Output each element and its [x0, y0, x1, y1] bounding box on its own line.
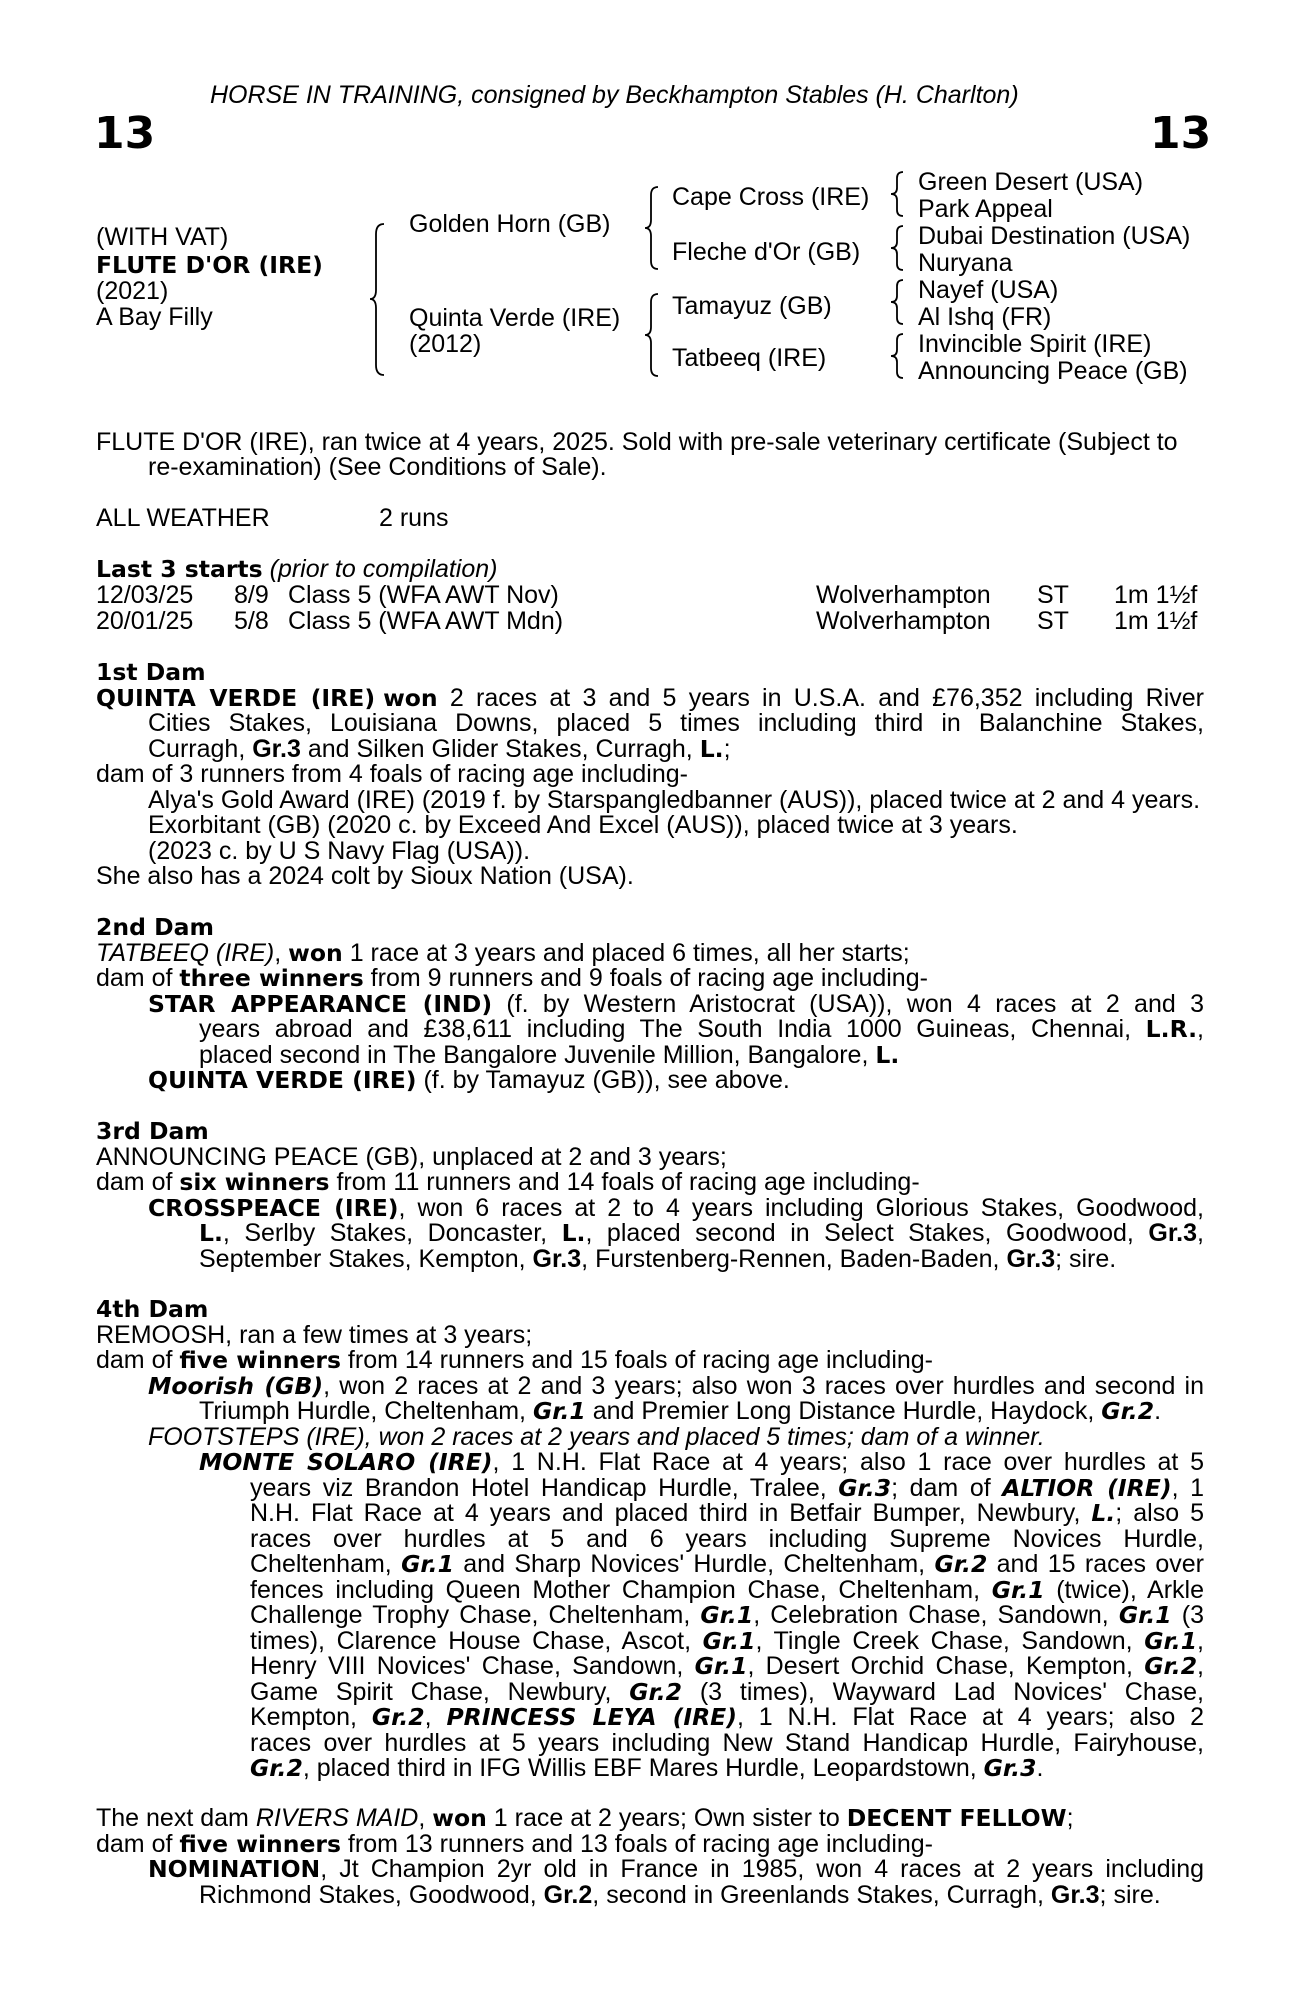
first-dam-heading: 1st Dam: [96, 658, 206, 686]
pedigree-dam-dam: Tatbeeq (IRE): [672, 344, 827, 372]
second-dam-l2b: from 9 runners and 9 foals of racing age including-: [363, 964, 928, 992]
start-row-2-race: Class 5 (WFA AWT Mdn): [288, 607, 564, 635]
fourth-dam-s3b: ; also 5: [1115, 1499, 1204, 1527]
fourth-dam-winners: five winners: [179, 1346, 341, 1374]
next-dam-name: RIVERS MAID: [255, 1804, 419, 1832]
next-dam-n2b: , second in Greenlands Stakes, Curragh,: [592, 1880, 1051, 1909]
pedigree-g3: Dubai Destination (USA): [918, 222, 1191, 250]
fourth-dam-s-line-4: races over hurdles at 5 and 6 years including Supreme Novices Hurdle,: [250, 1524, 1204, 1553]
fourth-dam-s3L: L.: [1091, 1499, 1116, 1527]
lot-number-left: 13: [94, 108, 156, 159]
fourth-dam-s2b: ; dam of: [891, 1473, 1003, 1502]
first-dam-l3a: Curragh,: [148, 734, 253, 763]
first-dam-l3b: and Silken Glider Stakes, Curragh,: [300, 734, 700, 763]
start-row-1-surface: ST: [1037, 581, 1069, 609]
next-dam-l2b: from 13 runners and 13 foals of racing age including-: [340, 1829, 934, 1858]
third-dam-crosspeace: CROSSPEACE (IRE): [148, 1193, 399, 1222]
fourth-dam-footsteps: FOOTSTEPS (IRE), won 2 races at 2 years and placed 5 times; dam of a winner.: [148, 1422, 1045, 1451]
fourth-dam-l2a: dam of: [96, 1346, 180, 1374]
second-dam-star-l3: placed second in The Bangalore Juvenile Million, Bangalore,: [199, 1040, 876, 1069]
pedigree-brace-g3: [889, 278, 907, 328]
first-dam-line-1: [96, 683, 1205, 712]
horse-year: (2021): [96, 277, 169, 305]
second-dam-line-4: [96, 1017, 1204, 1043]
next-dam-won: won: [432, 1804, 487, 1832]
next-dam-n2a: Richmond Stakes, Goodwood,: [199, 1880, 544, 1909]
pedigree-g5: Nayef (USA): [918, 276, 1059, 304]
fourth-dam-s2g: Gr.3: [838, 1473, 892, 1502]
fourth-dam-s3a: N.H. Flat Race at 4 years and placed third in Betfair Bumper, Newbury,: [250, 1499, 1092, 1527]
first-dam-line-7: (2023 c. by U S Navy Flag (USA)).: [148, 836, 531, 865]
fourth-dam-s11b: ,: [424, 1703, 447, 1731]
first-dam-gr3: Gr.3: [252, 734, 301, 763]
fourth-dam-princess-leya: PRINCESS LEYA (IRE): [446, 1703, 737, 1731]
third-dam-c2a: , Serlby Stakes, Doncaster,: [222, 1219, 562, 1247]
fourth-dam-s11a: Kempton,: [250, 1703, 372, 1731]
fourth-dam-s2a: years viz Brandon Hotel Handicap Hurdle, Tralee,: [250, 1473, 839, 1502]
pedigree-dam-year: (2012): [409, 330, 482, 358]
pedigree-brace-g1: [889, 170, 907, 220]
third-dam-winners: six winners: [179, 1168, 330, 1196]
second-dam-line-3: [96, 989, 1204, 1018]
fourth-dam-s-line-2: [250, 1473, 1204, 1502]
fourth-dam-s13g2: Gr.3: [983, 1754, 1037, 1782]
third-dam-line-1: ANNOUNCING PEACE (GB), unplaced at 2 and 3 years;: [96, 1142, 727, 1171]
fourth-dam-s8g1: Gr.1: [702, 1626, 756, 1655]
catalogue-header: HORSE IN TRAINING, consigned by Beckhampton Stables (H. Charlton): [210, 81, 1019, 109]
all-weather-label: ALL WEATHER: [96, 504, 270, 532]
fourth-dam-s6b: (twice), Arkle: [1044, 1575, 1204, 1604]
second-dam-l2a: dam of: [96, 964, 180, 992]
fourth-dam-s8c: ,: [1197, 1626, 1204, 1655]
fourth-dam-s5c: and 15 races over: [987, 1550, 1204, 1578]
pedigree-dam-sire: Tamayuz (GB): [672, 292, 832, 320]
fourth-dam-s9g1: Gr.1: [694, 1652, 748, 1680]
fourth-dam-line-4: [96, 1399, 1204, 1425]
fourth-dam-s8g2: Gr.1: [1144, 1626, 1198, 1655]
fourth-dam-m2a: Triumph Hurdle, Cheltenham,: [199, 1397, 533, 1425]
first-dam-line-3: [96, 734, 1204, 763]
third-dam-listed-2: L.: [561, 1219, 586, 1247]
second-dam-line-2: [96, 966, 1204, 992]
fourth-dam-s-line-9: [250, 1654, 1204, 1680]
fourth-dam-gr1: Gr.1: [532, 1397, 586, 1425]
third-dam-gr3-b: Gr.3: [532, 1244, 582, 1273]
third-dam-line-2: [96, 1170, 1204, 1196]
second-dam-name: TATBEEQ (IRE): [96, 938, 275, 967]
next-dam-n2g2: Gr.3: [1050, 1880, 1100, 1909]
vat-note: (WITH VAT): [96, 223, 229, 251]
fourth-dam-s-line-6: [250, 1575, 1204, 1604]
third-dam-l2b: from 11 runners and 14 foals of racing age including-: [329, 1168, 920, 1196]
fourth-dam-monte-detail: [96, 1473, 1204, 1782]
next-dam-winners: five winners: [179, 1829, 341, 1858]
pedigree-g1: Green Desert (USA): [918, 168, 1144, 196]
fourth-dam-s7g1: Gr.1: [700, 1601, 754, 1629]
start-row-2-surface: ST: [1037, 607, 1069, 635]
fourth-dam-s-line-5: [250, 1552, 1204, 1578]
third-dam-gr3-a: Gr.3: [1148, 1219, 1198, 1247]
pedigree-brace-g4: [889, 332, 907, 382]
fourth-dam-s-line-3: [250, 1501, 1204, 1527]
second-dam-line-1: TATBEEQ (IRE), won 1 race at 3 years and placed 6 times, all her starts;: [96, 938, 910, 967]
next-dam-l1d: ;: [1066, 1804, 1074, 1832]
start-row-1-date: 12/03/25: [96, 581, 194, 609]
second-dam-line-6: [96, 1068, 1204, 1094]
fourth-dam-gr2: Gr.2: [1101, 1397, 1155, 1425]
fourth-dam-s8a: times), Clarence House Chase, Ascot,: [250, 1626, 703, 1655]
last-starts-note: (prior to compilation): [269, 555, 498, 583]
second-dam-l1-rest: 1 race at 3 years and placed 6 times, all her starts;: [342, 938, 910, 967]
next-dam-n2g1: Gr.2: [543, 1880, 593, 1909]
summary-line-2: re-examination) (See Conditions of Sale).: [148, 453, 607, 481]
fourth-dam-s2c: , 1: [1171, 1473, 1204, 1502]
third-dam-line-5: [96, 1244, 1204, 1273]
next-dam-l1c: 1 race at 2 years; Own sister to: [486, 1804, 847, 1832]
fourth-dam-s13a: , placed third in IFG Willis EBF Mares Hurdle, Leopardstown,: [302, 1754, 984, 1782]
third-dam-line-3: [96, 1193, 1204, 1222]
second-dam-star-name: STAR APPEARANCE (IND): [148, 989, 493, 1018]
fourth-dam-s8b: , Tingle Creek Chase, Sandown,: [755, 1626, 1145, 1655]
fourth-dam-l2b: from 14 runners and 15 foals of racing age including-: [340, 1346, 934, 1374]
fourth-dam-s5g1: Gr.1: [401, 1550, 454, 1578]
third-dam-c3a: September Stakes, Kempton,: [199, 1244, 533, 1273]
fourth-dam-s-line-11: [250, 1705, 1204, 1731]
fourth-dam-s11g: Gr.2: [371, 1703, 425, 1731]
start-row-2-date: 20/01/25: [96, 607, 194, 635]
fourth-dam-s-line-8: [250, 1626, 1204, 1655]
all-weather-runs: 2 runs: [379, 504, 449, 532]
fourth-dam-s9c: ,: [1197, 1652, 1204, 1680]
first-dam-won: won: [383, 683, 438, 712]
fourth-dam-s7c: (3: [1171, 1601, 1204, 1629]
fourth-dam-s-line-13: [250, 1756, 1204, 1782]
third-dam-c3b: , Furstenberg-Rennen, Baden-Baden,: [581, 1244, 1007, 1273]
fourth-dam-s10b: (3 times), Wayward Lad Novices' Chase,: [682, 1677, 1204, 1706]
pedigree-g8: Announcing Peace (GB): [918, 357, 1188, 385]
third-dam-listed-1: L.: [199, 1219, 223, 1247]
fourth-dam-line-2: [96, 1348, 1204, 1374]
third-dam-c3c: ; sire.: [1055, 1244, 1117, 1273]
next-dam-section: [96, 1806, 1204, 1908]
fourth-dam-s13b: .: [1036, 1754, 1044, 1782]
fourth-dam-s7g2: Gr.1: [1118, 1601, 1172, 1629]
fourth-dam-line-3: [96, 1371, 1205, 1400]
horse-name: FLUTE D'OR (IRE): [96, 251, 323, 279]
third-dam-line-4: [96, 1221, 1204, 1247]
next-dam-l2a: dam of: [96, 1829, 180, 1858]
pedigree-brace-main: [368, 222, 388, 377]
next-dam-line-2: [96, 1829, 1204, 1858]
pedigree-g7: Invincible Spirit (IRE): [918, 330, 1152, 358]
third-dam-c2c: ,: [1197, 1219, 1204, 1247]
first-dam-listed: L.: [699, 734, 724, 763]
second-dam-star-l2b: ,: [1197, 1015, 1204, 1043]
second-dam-section: [96, 915, 1204, 1094]
start-row-1-pos: 8/9: [234, 581, 269, 609]
fourth-dam-s-line-12: races over hurdles at 5 years including New Stand Handicap Hurdle, Fairyhouse,: [250, 1728, 1204, 1757]
second-dam-line-5: [96, 1040, 1204, 1069]
horse-description: A Bay Filly: [96, 303, 213, 331]
fourth-dam-s7b: , Celebration Chase, Sandown,: [753, 1601, 1119, 1629]
pedigree-brace-sire: [643, 185, 663, 271]
first-dam-line-8: She also has a 2024 colt by Sioux Nation (USA).: [96, 862, 634, 890]
fourth-dam-s9g2: Gr.2: [1144, 1652, 1198, 1680]
fourth-dam-s9a: Henry VIII Novices' Chase, Sandown,: [250, 1652, 695, 1680]
fourth-dam-s6g: Gr.1: [991, 1575, 1045, 1604]
fourth-dam-moorish: Moorish (GB): [148, 1371, 324, 1400]
fourth-dam-s5g2: Gr.2: [934, 1550, 988, 1578]
first-dam-line-2: Cities Stakes, Louisiana Downs, placed 5 times including third in Balanchine Stakes,: [148, 709, 1204, 737]
pedigree-sire-sire: Cape Cross (IRE): [672, 183, 870, 211]
fourth-dam-line-6: [96, 1450, 1204, 1476]
fourth-dam-s1: , 1 N.H. Flat Race at 4 years; also 1 race over hurdles at 5: [492, 1448, 1204, 1476]
fourth-dam-line-1: REMOOSH, ran a few times at 3 years;: [96, 1320, 533, 1349]
third-dam-heading: 3rd Dam: [96, 1117, 209, 1145]
start-row-2-course: Wolverhampton: [816, 607, 991, 635]
next-dam-nomination: NOMINATION: [148, 1855, 321, 1883]
last-starts-heading: Last 3 starts: [96, 555, 263, 583]
third-dam-cross-rest: , won 6 races at 2 to 4 years including Glorious Stakes, Goodwood,: [398, 1193, 1204, 1222]
next-dam-decent-fellow: DECENT FELLOW: [846, 1804, 1067, 1832]
fourth-dam-s5a: Cheltenham,: [250, 1550, 402, 1578]
fourth-dam-s9b: , Desert Orchid Chase, Kempton,: [747, 1652, 1145, 1680]
pedigree-g6: Al Ishq (FR): [918, 303, 1052, 331]
next-dam-l1a: The next dam: [96, 1804, 256, 1832]
first-dam-line-6: Exorbitant (GB) (2020 c. by Exceed And Excel (AUS)), placed twice at 3 years.: [148, 811, 1018, 839]
lot-number-right: 13: [1150, 108, 1212, 159]
pedigree-brace-g2: [889, 224, 907, 274]
next-dam-n1: , Jt Champion 2yr old in France in 1985, won 4 races at 2 years including: [320, 1855, 1204, 1883]
fourth-dam-s7a: Challenge Trophy Chase, Cheltenham,: [250, 1601, 701, 1629]
pedigree-sire: Golden Horn (GB): [409, 210, 611, 238]
first-dam-line-4: dam of 3 runners from 4 foals of racing age including-: [96, 760, 688, 788]
start-row-1-course: Wolverhampton: [816, 581, 991, 609]
start-row-1-race: Class 5 (WFA AWT Nov): [288, 581, 559, 609]
second-dam-star-rest: (f. by Western Aristocrat (USA)), won 4 races at 2 and 3: [492, 989, 1204, 1018]
next-dam-l1b: ,: [418, 1804, 433, 1832]
next-dam-n2c: ; sire.: [1099, 1880, 1161, 1909]
next-dam-line-4: [96, 1880, 1204, 1909]
pedigree-g2: Park Appeal: [918, 195, 1053, 223]
second-dam-heading: 2nd Dam: [96, 913, 214, 941]
second-dam-listed: L.: [875, 1040, 900, 1069]
pedigree-g4: Nuryana: [918, 249, 1013, 277]
start-row-1-distance: 1m 1½f: [1114, 581, 1198, 609]
last-starts-heading-line: [96, 557, 497, 583]
fourth-dam-m1: , won 2 races at 2 and 3 years; also won 3 races over hurdles and second in: [323, 1371, 1205, 1400]
second-dam-quinta-rest: (f. by Tamayuz (GB)), see above.: [416, 1066, 790, 1094]
start-row-2-pos: 5/8: [234, 607, 269, 635]
first-dam-name: QUINTA VERDE (IRE): [96, 683, 376, 712]
third-dam-gr3-c: Gr.3: [1006, 1244, 1056, 1273]
next-dam-line-1: [96, 1806, 1204, 1832]
second-dam-star-l2: years abroad and £38,611 including The South India 1000 Guineas, Chennai,: [199, 1015, 1146, 1043]
pedigree-sire-dam: Fleche d'Or (GB): [672, 238, 861, 266]
third-dam-l2a: dam of: [96, 1168, 180, 1196]
fourth-dam-s-line-7: [250, 1603, 1204, 1629]
fourth-dam-heading: 4th Dam: [96, 1295, 209, 1323]
third-dam-section: [96, 1119, 1204, 1272]
fourth-dam-s13g: Gr.2: [250, 1754, 303, 1782]
fourth-dam-m2c: .: [1154, 1397, 1162, 1425]
summary-line-1: FLUTE D'OR (IRE), ran twice at 4 years, 2025. Sold with pre-sale veterinary certificate (Subject to: [96, 428, 1178, 456]
first-dam-line-5: Alya's Gold Award (IRE) (2019 f. by Starspangledbanner (AUS)), placed twice at 2 and 4 years.: [148, 785, 1201, 814]
pedigree-brace-dam: [643, 292, 663, 378]
second-dam-quinta: QUINTA VERDE (IRE): [148, 1066, 417, 1094]
fourth-dam-s5b: and Sharp Novices' Hurdle, Cheltenham,: [453, 1550, 935, 1578]
start-row-2-distance: 1m 1½f: [1114, 607, 1198, 635]
second-dam-won: won: [288, 938, 343, 967]
fourth-dam-s-line-10: [250, 1677, 1204, 1706]
fourth-dam-section: [96, 1297, 1204, 1782]
first-dam-l1-rest: 2 races at 3 and 5 years in U.S.A. and £76,352 including River: [437, 683, 1205, 712]
pedigree-dam: Quinta Verde (IRE): [409, 304, 621, 332]
second-dam-winners: three winners: [179, 964, 364, 992]
fourth-dam-altior: ALTIOR (IRE): [1002, 1473, 1172, 1502]
first-dam-l3c: ;: [723, 734, 731, 763]
fourth-dam-s11c: , 1 N.H. Flat Race at 4 years; also 2: [736, 1703, 1204, 1731]
fourth-dam-s10g: Gr.2: [629, 1677, 683, 1706]
second-dam-listed-race: L.R.: [1145, 1015, 1198, 1043]
fourth-dam-monte-solaro: MONTE SOLARO (IRE): [199, 1448, 493, 1476]
first-dam-section: [96, 660, 1204, 890]
third-dam-c2b: , placed second in Select Stakes, Goodwood,: [585, 1219, 1149, 1247]
fourth-dam-m2b: and Premier Long Distance Hurdle, Haydock,: [585, 1397, 1102, 1425]
next-dam-line-3: [96, 1857, 1204, 1883]
fourth-dam-s6a: fences including Queen Mother Champion Chase, Cheltenham,: [250, 1575, 992, 1604]
fourth-dam-s10a: Game Spirit Chase, Newbury,: [250, 1677, 630, 1706]
